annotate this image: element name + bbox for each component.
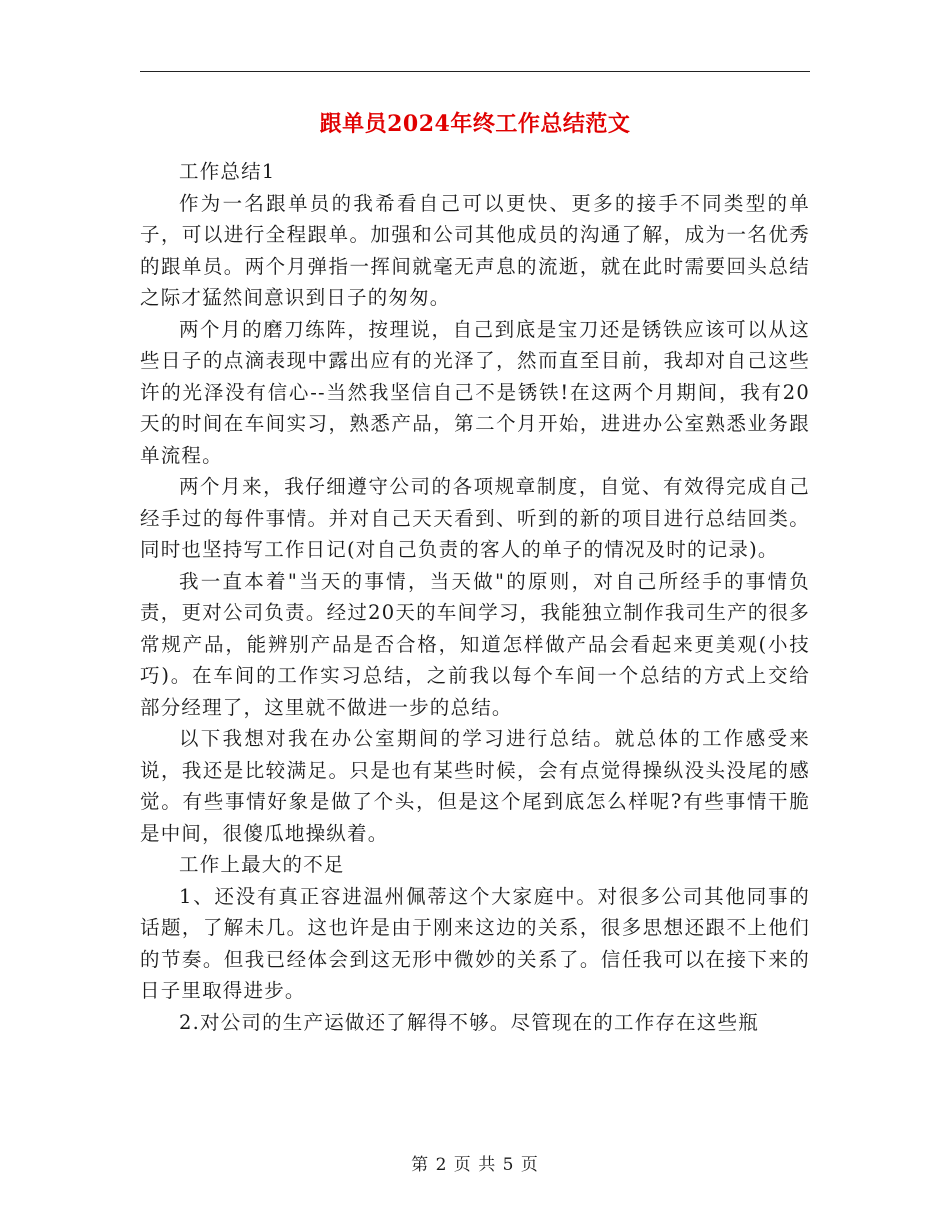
paragraph-2: 两个月的磨刀练阵，按理说，自己到底是宝刀还是锈铁应该可以从这些日子的点滴表现中露出应有的光泽了，然而直至目前，我却对自己这些许的光泽没有信心--当然我坚信自己不是锈铁!在这两个月期间，我有20天的时间在车间实习，熟悉产品，第二个月开始，进进办公室熟悉业务跟单流程。 — [140, 317, 810, 467]
paragraph-1: 作为一名跟单员的我希看自己可以更快、更多的接手不同类型的单子，可以进行全程跟单。加强和公司其他成员的沟通了解，成为一名优秀的跟单员。两个月弹指一挥间就毫无声息的流逝，就在此时需要回头总结之际才猛然间意识到日子的匆匆。 — [140, 191, 810, 309]
paragraph-4: 我一直本着"当天的事情，当天做"的原则，对自己所经手的事情负责，更对公司负责。经过20天的车间学习，我能独立制作我司生产的很多常规产品，能辨别产品是否合格，知道怎样做产品会看起来更美观(小技巧)。在车间的工作实习总结，之前我以每个车间一个总结的方式上交给部分经理了，这里就不做进一步的总结。 — [140, 569, 810, 719]
shortcoming-1: 1、还没有真正容进温州佩蒂这个大家庭中。对很多公司其他同事的话题，了解未几。这也许是由于刚来这边的关系，很多思想还跟不上他们的节奏。但我已经体会到这无形中微妙的关系了。信任我可以在接下来的日子里取得进步。 — [140, 884, 810, 1002]
header-rule — [140, 71, 810, 72]
shortcoming-2: 2.对公司的生产运做还了解得不够。尽管现在的工作存在这些瓶 — [179, 1010, 759, 1034]
page-footer: 第 2 页 共 5 页 — [411, 1155, 539, 1175]
subheading: 工作上最大的不足 — [179, 853, 345, 876]
document-title: 跟单员2024年终工作总结范文 — [319, 111, 631, 137]
paragraph-5: 以下我想对我在办公室期间的学习进行总结。就总体的工作感受来说，我还是比较满足。只是也有某些时候，会有点觉得操纵没头没尾的感觉。有些事情好象是做了个头，但是这个尾到底怎么样呢?有些事情干脆是中间，很傻瓜地操纵着。 — [140, 727, 810, 845]
document-body — [140, 156, 810, 1038]
paragraph-3: 两个月来，我仔细遵守公司的各项规章制度，自觉、有效得完成自己经手过的每件事情。并对自己天天看到、听到的新的项目进行总结回类。同时也坚持写工作日记(对自己负责的客人的单子的情况及时的记录)。 — [140, 475, 810, 561]
section-heading: 工作总结1 — [179, 160, 276, 183]
